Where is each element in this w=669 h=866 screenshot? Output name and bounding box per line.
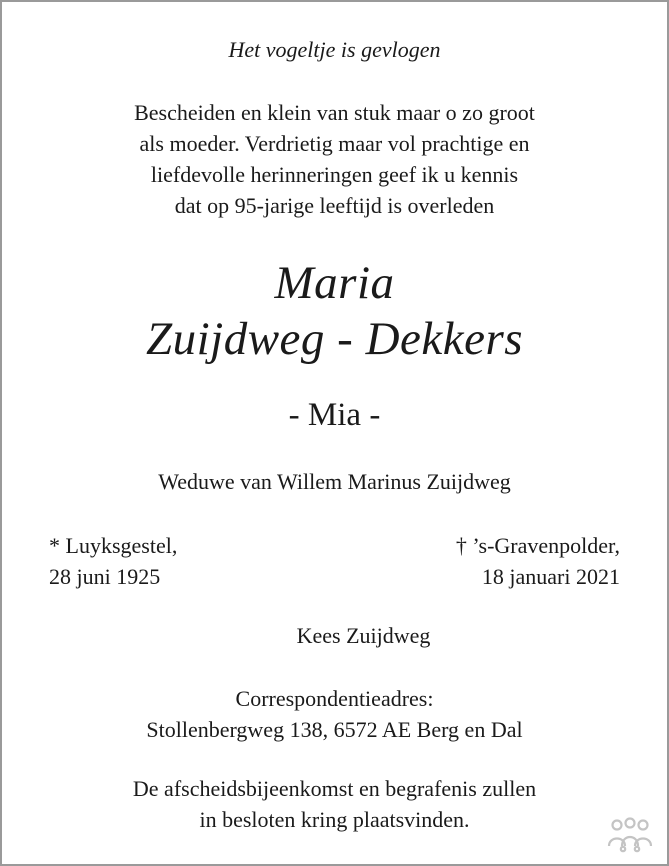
poem-line: als moeder. Verdrietig maar vol prachtige en xyxy=(139,131,530,156)
closing-line: De afscheidsbijeenkomst en begrafenis zullen xyxy=(132,776,537,801)
deceased-name xyxy=(2,255,667,367)
birth-place: * Luyksgestel, xyxy=(49,533,178,558)
deceased-surname: Zuijdweg - Dekkers xyxy=(145,313,524,365)
motto: Het vogeltje is gevlogen xyxy=(228,37,441,62)
deceased-first-name: Maria xyxy=(274,257,395,309)
people-group-icon xyxy=(605,816,655,854)
birth-date: 28 juni 1925 xyxy=(49,564,161,589)
poem-line: Bescheiden en klein van stuk maar o zo groot xyxy=(134,100,535,125)
death-info xyxy=(456,530,620,592)
death-place: † ’s-Gravenpolder, xyxy=(455,533,620,558)
poem-line: liefdevolle herinneringen geef ik u kennis xyxy=(150,162,519,187)
correspondence-label: Correspondentieadres: xyxy=(235,686,434,711)
correspondence-address: Stollenbergweg 138, 6572 AE Berg en Dal xyxy=(146,717,523,742)
closing-line: in besloten kring plaatsvinden. xyxy=(199,807,470,832)
poem-line: dat op 95-jarige leeftijd is overleden xyxy=(174,193,495,218)
widow-line: Weduwe van Willem Marinus Zuijdweg xyxy=(158,469,511,494)
closing-note xyxy=(2,773,667,835)
correspondence xyxy=(2,683,667,745)
death-date: 18 januari 2021 xyxy=(481,564,620,589)
deceased-nickname: - Mia - xyxy=(288,397,381,433)
poem xyxy=(2,97,667,221)
signer: Kees Zuijdweg xyxy=(296,623,431,648)
birth-info xyxy=(49,530,177,592)
